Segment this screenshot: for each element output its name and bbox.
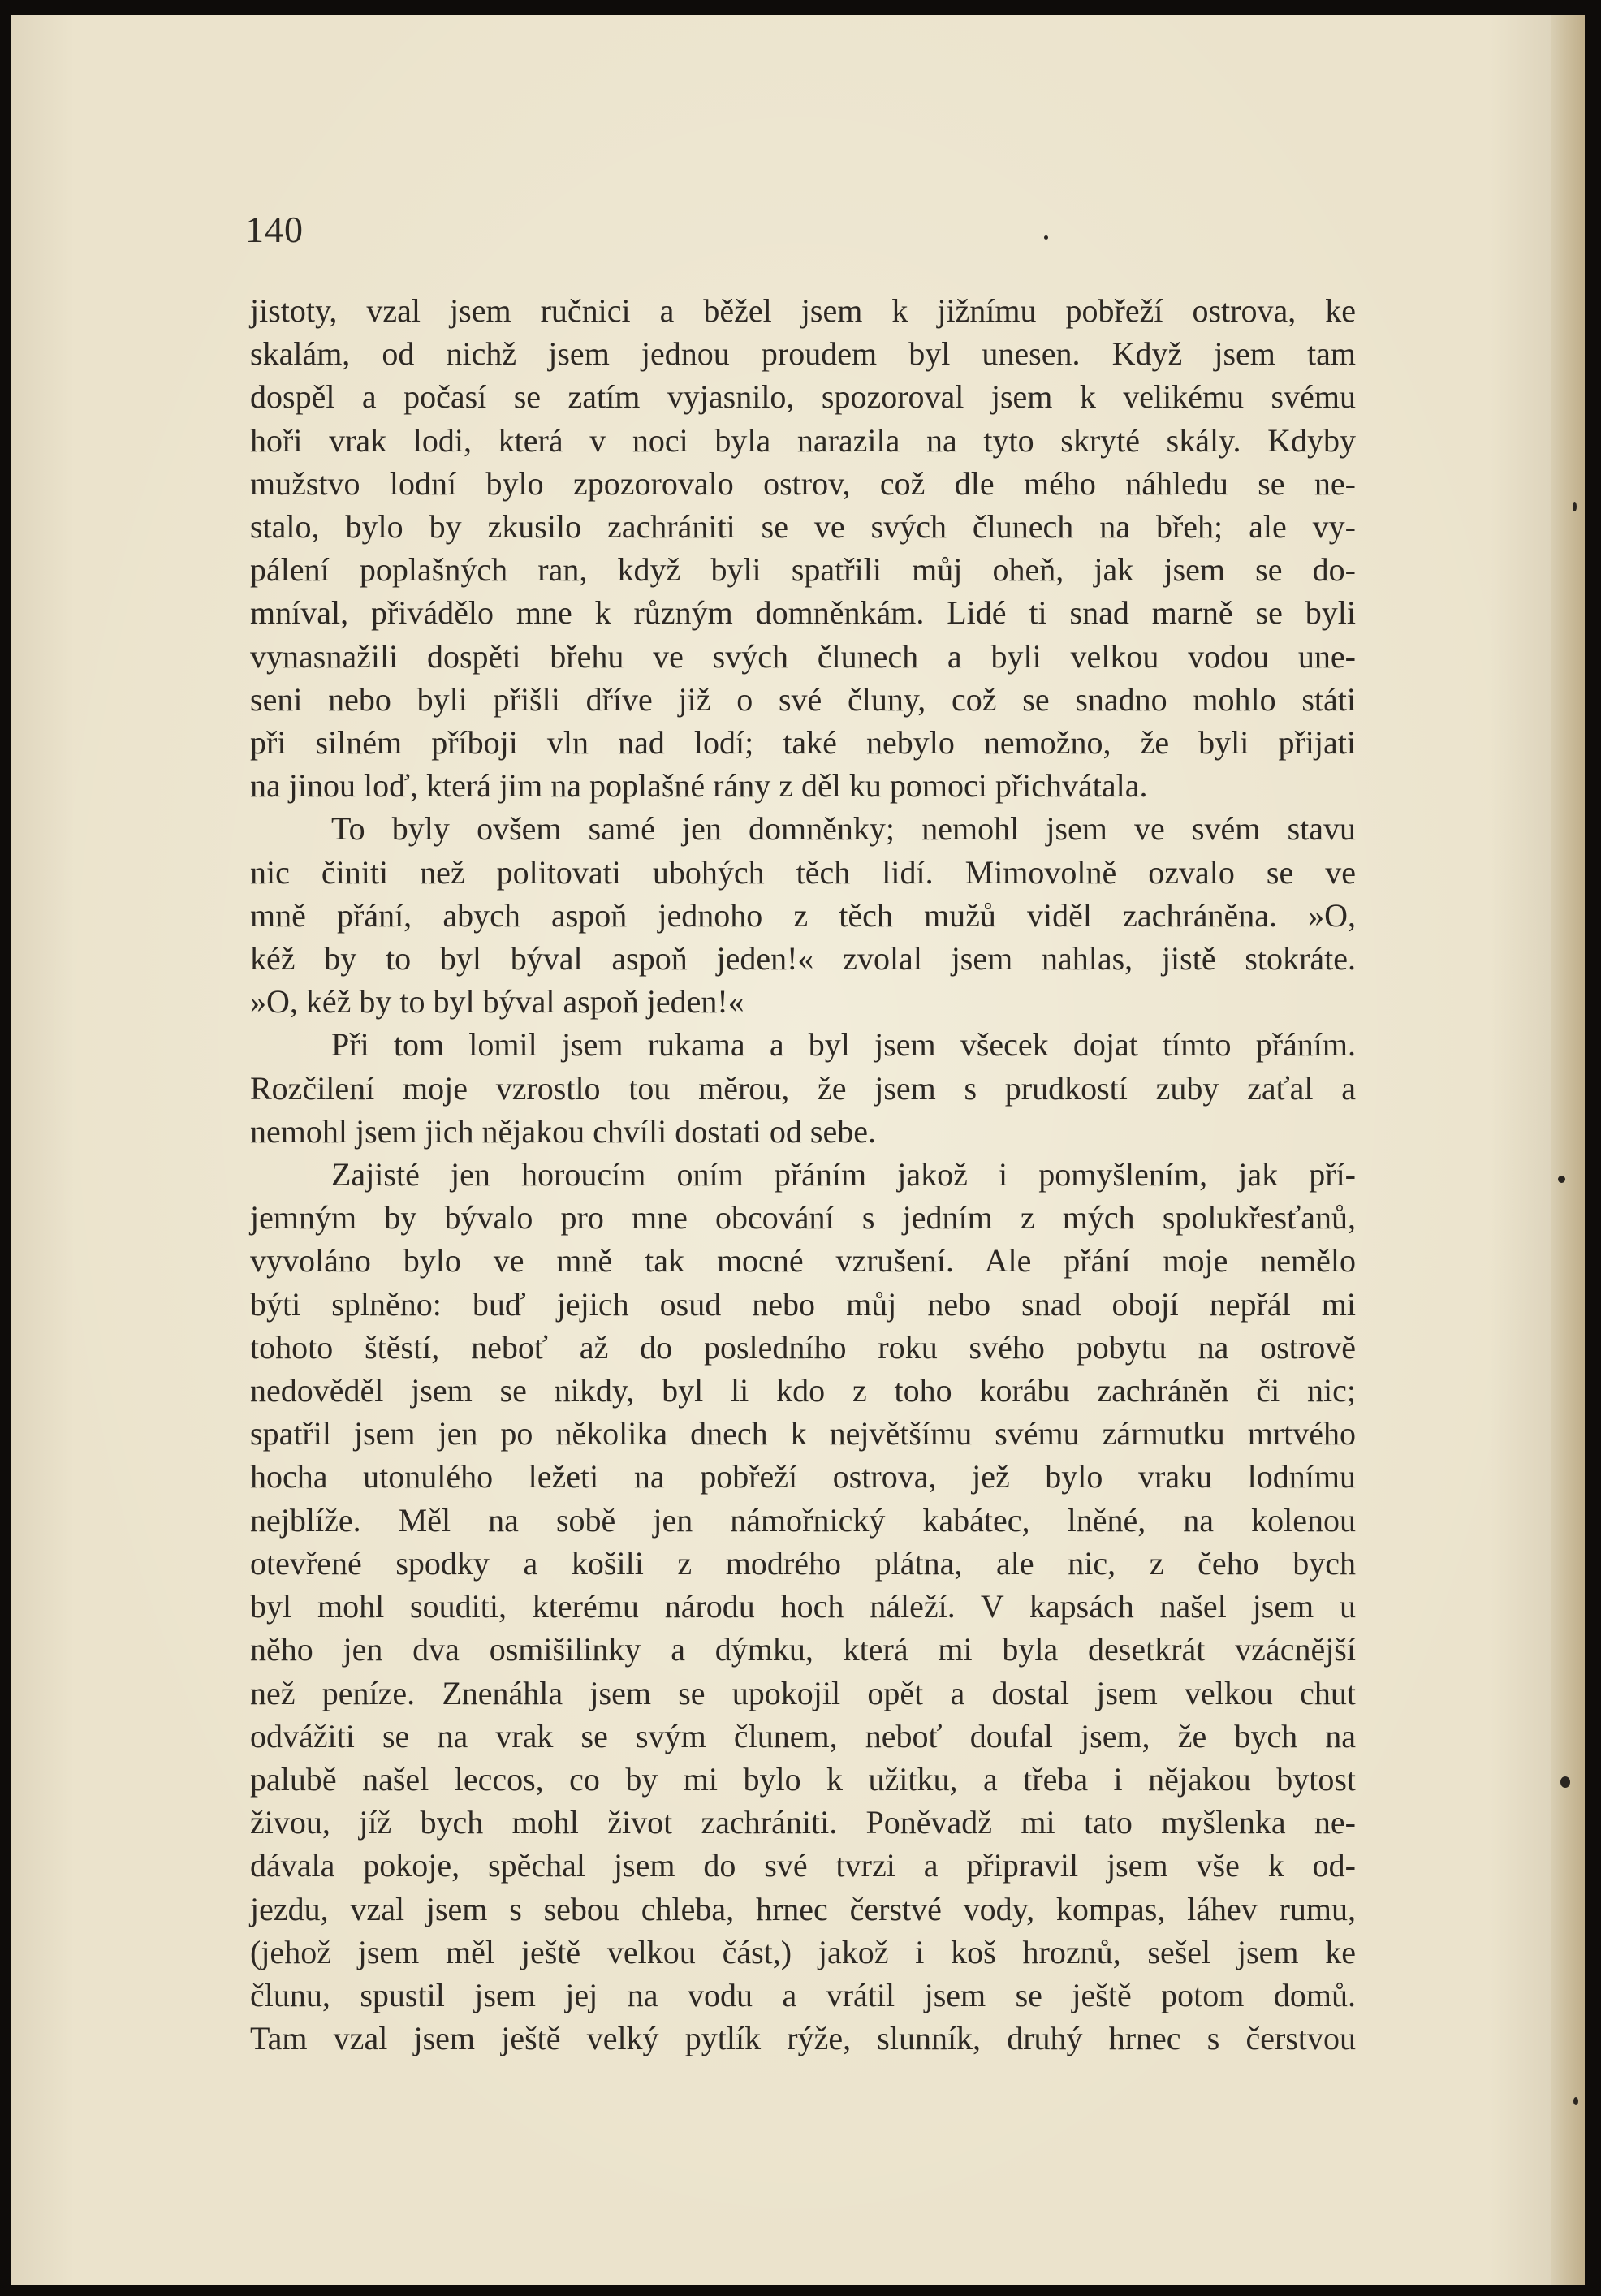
text-line: něho jen dva osmišilinky a dýmku, která mi byla desetkrát vzácnější — [250, 1631, 1356, 1668]
text-line: nic činiti než politovati ubohých těch lidí. Mimovolně ozvalo se ve — [250, 853, 1356, 891]
text-line: odvážiti se na vrak se svým člunem, neboť doufal jsem, že bych na — [250, 1717, 1356, 1754]
text-line: nedověděl jsem se nikdy, byl li kdo z toho korábu zachráněn či nic; — [250, 1372, 1356, 1409]
text-line: pálení poplašných ran, když byli spatřili můj oheň, jak jsem se do- — [250, 551, 1356, 589]
text-line: palubě našel leccos, co by mi bylo k užitku, a třeba i nějakou bytost — [250, 1760, 1356, 1798]
text-line: otevřené spodky a košili z modrého plátna, ale nic, z čeho bych — [250, 1544, 1356, 1582]
text-line: vyvoláno bylo ve mně tak mocné vzrušení. Ale přání moje nemělo — [250, 1242, 1356, 1280]
text-line: jezdu, vzal jsem s sebou chleba, hrnec čerstvé vody, kompas, láhev rumu, — [250, 1890, 1356, 1927]
text-line: mužstvo lodní bylo zpozorovalo ostrov, což dle mého náhledu se ne- — [250, 464, 1356, 502]
text-line: seni nebo byli přišli dříve již o své čluny, což se snadno mohlo státi — [250, 680, 1356, 718]
page-number: 140 — [245, 209, 304, 250]
text-line: hoři vrak lodi, která v noci byla narazila na tyto skryté skály. Kdyby — [250, 421, 1356, 459]
text-line: nemohl jsem jich nějakou chvíli dostati od sebe. — [250, 1112, 876, 1150]
text-line: spatřil jsem jen po několika dnech k největšímu svému zármutku mrtvého — [250, 1415, 1356, 1452]
text-line: dospěl a počasí se zatím vyjasnilo, spozoroval jsem k velikému svému — [250, 378, 1356, 416]
ink-speck — [1573, 2097, 1578, 2105]
text-line: byl mohl souditi, kterému národu hoch náleží. V kapsách našel jsem u — [250, 1588, 1356, 1625]
ink-speck — [1560, 1776, 1570, 1788]
text-line: mně přání, abych aspoň jednoho z těch mužů viděl zachráněna. »O, — [250, 896, 1356, 934]
page-edge — [1551, 15, 1585, 2285]
text-line: stalo, bylo by zkusilo zachrániti se ve svých člunech na břeh; ale vy- — [250, 508, 1356, 546]
text-line: skalám, od nichž jsem jednou proudem byl unesen. Když jsem tam — [250, 335, 1356, 373]
text-line: živou, jíž bych mohl život zachrániti. Poněvadž mi tato myšlenka ne- — [250, 1804, 1356, 1841]
text-line: nejblíže. Měl na sobě jen námořnický kabátec, lněné, na kolenou — [250, 1501, 1356, 1539]
text-line: Rozčilení moje vzrostlo tou měrou, že jsem s prudkostí zuby zaťal a — [250, 1069, 1356, 1107]
text-line: při silném příboji vln nad lodí; také nebylo nemožno, že byli přijati — [250, 724, 1356, 762]
text-line: To byly ovšem samé jen domněnky; nemohl jsem ve svém stavu — [331, 810, 1356, 848]
text-line: vynasnažili dospěti břehu ve svých člunech a byli velkou vodou une- — [250, 637, 1356, 675]
text-line: kéž by to byl býval aspoň jeden!« zvolal jsem nahlas, jistě stokráte. — [250, 940, 1356, 978]
text-line: (jehož jsem měl ještě velkou část,) jakož i koš hroznů, sešel jsem ke — [250, 1933, 1356, 1970]
text-line: býti splněno: buď jejich osud nebo můj nebo snad obojí nepřál mi — [250, 1285, 1356, 1323]
book-page — [11, 15, 1585, 2285]
text-line: tohoto štěstí, neboť až do posledního roku svého pobytu na ostrově — [250, 1328, 1356, 1366]
text-line: »O, kéž by to byl býval aspoň jeden!« — [250, 983, 744, 1021]
text-line: dávala pokoje, spěchal jsem do své tvrzi a připravil jsem vše k od- — [250, 1847, 1356, 1884]
text-line: jemným by bývalo pro mne obcování s jedním z mých spolukřesťanů, — [250, 1199, 1356, 1236]
text-line: mníval, přivádělo mne k různým domněnkám. Lidé ti snad marně se byli — [250, 594, 1356, 632]
ink-speck — [1573, 502, 1577, 511]
text-line: Zajisté jen horoucím oním přáním jakož i pomyšlením, jak pří- — [331, 1156, 1356, 1193]
ink-speck — [1558, 1176, 1565, 1183]
body-text — [250, 289, 1356, 2060]
text-line: hocha utonulého ležeti na pobřeží ostrova, jež bylo vraku lodnímu — [250, 1458, 1356, 1495]
text-line: Tam vzal jsem ještě velký pytlík rýže, slunník, druhý hrnec s čerstvou — [250, 2020, 1356, 2057]
ink-speck — [1044, 235, 1048, 240]
text-line: člunu, spustil jsem jej na vodu a vrátil jsem se ještě potom domů. — [250, 1976, 1356, 2013]
text-line: Při tom lomil jsem rukama a byl jsem všecek dojat tímto přáním. — [331, 1026, 1356, 1064]
text-line: než peníze. Znenáhla jsem se upokojil opět a dostal jsem velkou chut — [250, 1674, 1356, 1711]
text-line: na jinou loď, která jim na poplašné rány z děl ku pomoci přichvátala. — [250, 767, 1148, 805]
text-line: jistoty, vzal jsem ručnici a běžel jsem k jižnímu pobřeží ostrova, ke — [250, 292, 1356, 329]
